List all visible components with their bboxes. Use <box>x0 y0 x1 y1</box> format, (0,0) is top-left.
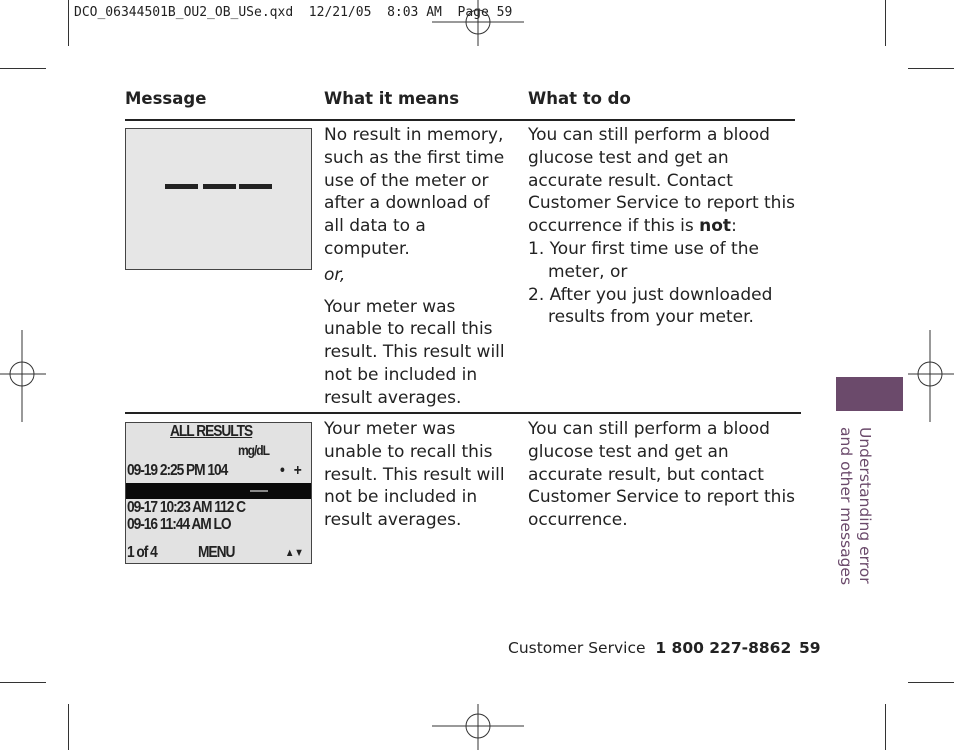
page-number: 59 <box>799 639 821 657</box>
row1-meaning <box>324 124 514 410</box>
footer-phone: 1 800 227-8862 <box>655 639 792 657</box>
crop-mark-tl-h <box>0 68 46 69</box>
row2-meaning: Your meter was unable to recall this result. This result will not be included in result averages. <box>324 419 505 531</box>
row1-todo-intro-text: You can still perform a blood glucose test and get an accurate result. Contact Customer Service to report this occurrence if this is <box>528 125 796 237</box>
lcd-line-1: 09-19 2:25 PM 104 <box>127 462 228 479</box>
lcd-dashes-display <box>125 128 312 270</box>
section-side-label <box>834 427 874 593</box>
page-footer <box>508 639 791 657</box>
lcd-line-2: 09-17 10:23 AM 112 C <box>127 499 246 516</box>
dash-1 <box>165 184 198 189</box>
registration-mark-bottom <box>432 704 524 750</box>
row2-todo: You can still perform a blood glucose test and get an accurate result, but contact Customer Service to report this occurrence. <box>528 419 796 531</box>
lcd-line-3: 09-16 11:44 AM LO <box>127 516 231 533</box>
lcd-highlight-bar <box>126 483 311 499</box>
lcd-line-1-marks: • + <box>280 462 305 479</box>
header-what-to-do: What to do <box>528 89 631 108</box>
dash-3 <box>239 184 272 189</box>
side-label-line-2: and other messages <box>837 427 855 586</box>
crop-mark-bl-h <box>0 682 46 683</box>
lcd-all-results-display <box>125 422 312 564</box>
crop-mark-tl-v <box>68 0 69 46</box>
section-tab <box>836 377 903 411</box>
row1-meaning-p1: No result in memory, such as the first time use of the meter or after a download of all data to a computer. <box>324 125 505 259</box>
row-divider <box>125 412 801 414</box>
header-rule <box>125 119 795 121</box>
row1-todo-not: not <box>699 216 732 237</box>
row1-meaning-p2: Your meter was unable to recall this result. This result will not be included in result averages. <box>324 296 505 408</box>
row1-todo-colon: : <box>731 216 737 237</box>
lcd-unit: mg/dL <box>238 442 269 458</box>
row1-todo-list <box>528 238 798 329</box>
crop-mark-tr-h <box>908 68 954 69</box>
header-message: Message <box>125 89 207 108</box>
list-item: 1. Your first time use of the meter, or <box>528 238 759 282</box>
registration-mark-left <box>0 330 46 422</box>
lcd-scroll-arrows-icon: ▲▼ <box>285 547 304 559</box>
dash-2 <box>203 184 236 189</box>
registration-mark-right <box>908 330 954 422</box>
lcd-footer-left: 1 of 4 <box>127 544 157 561</box>
side-label-line-1: Understanding error <box>856 427 874 584</box>
crop-mark-bl-v <box>68 704 69 750</box>
lcd-title: ALL RESULTS <box>170 423 253 440</box>
registration-mark-top <box>432 0 524 46</box>
footer-label: Customer Service <box>508 639 646 657</box>
crop-mark-br-v <box>885 704 886 750</box>
list-item: 2. After you just downloaded results from your meter. <box>528 284 773 328</box>
print-slug: DCO_06344501B_OU2_OB_USe.qxd 12/21/05 8:03 AM Page 59 <box>74 5 513 20</box>
lcd-footer-menu: MENU <box>198 544 235 561</box>
crop-mark-tr-v <box>885 0 886 46</box>
row1-todo-intro <box>528 124 798 238</box>
crop-mark-br-h <box>908 682 954 683</box>
row1-or: or, <box>324 264 346 285</box>
header-what-it-means: What it means <box>324 89 460 108</box>
lcd-dashes <box>250 490 268 492</box>
row1-todo <box>528 124 798 329</box>
